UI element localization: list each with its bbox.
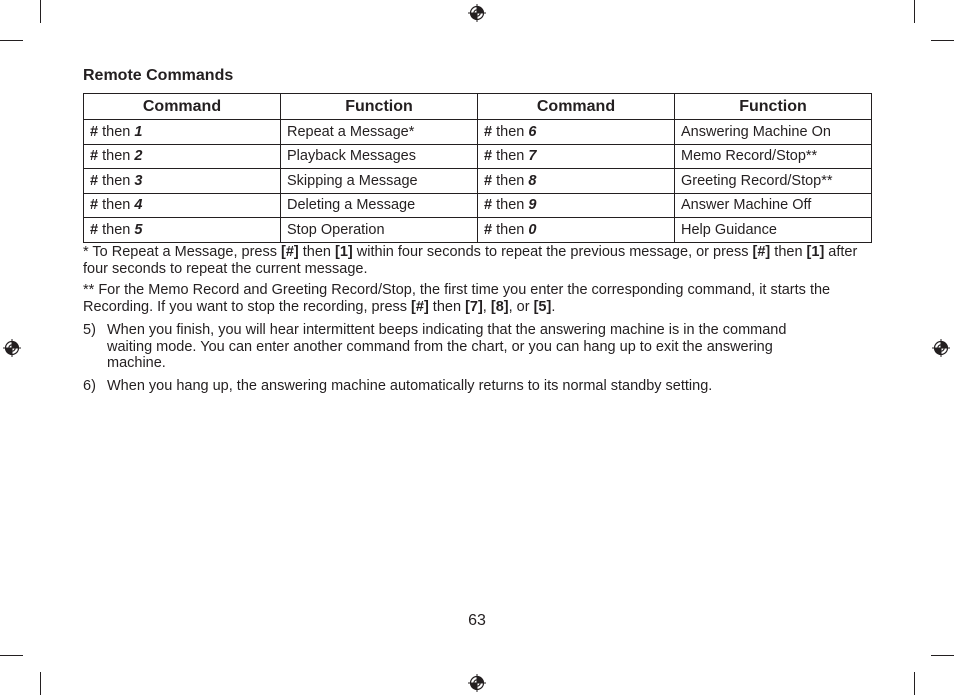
note-text: within four seconds to repeat the previous message, or press <box>352 244 753 260</box>
command-cell <box>478 218 675 243</box>
hash-key-label: # <box>90 221 99 238</box>
crop-mark <box>931 40 954 41</box>
command-cell <box>478 120 675 145</box>
step-text: When you hang up, the answering machine automatically returns to its normal standby setting. <box>107 378 713 394</box>
key-label: [#] <box>281 244 299 260</box>
table-row <box>84 169 872 194</box>
digit-key-label: 8 <box>528 172 537 189</box>
table-row <box>84 144 872 169</box>
crop-mark <box>914 672 915 695</box>
step-number: 5) <box>83 322 96 338</box>
digit-key-label: 1 <box>134 123 143 140</box>
note-text: * To Repeat a Message, press <box>83 244 282 260</box>
registration-mark-icon <box>468 674 486 692</box>
footnote-memo-greeting-record <box>83 282 873 316</box>
command-cell <box>84 144 281 169</box>
key-label: [7] <box>465 299 483 315</box>
crop-mark <box>40 0 41 23</box>
hash-key-label: # <box>484 172 493 189</box>
column-header-command: Command <box>478 94 675 120</box>
key-label: [5] <box>533 299 552 315</box>
remote-commands-table <box>83 93 872 243</box>
then-label: then <box>492 197 529 214</box>
digit-key-label: 4 <box>134 197 143 214</box>
command-cell <box>84 169 281 194</box>
table-row <box>84 218 872 243</box>
hash-key-label: # <box>90 172 99 189</box>
digit-key-label: 6 <box>528 123 537 140</box>
note-text: then <box>770 244 807 260</box>
then-label: then <box>98 172 135 189</box>
function-cell: Help Guidance <box>675 218 872 243</box>
step-item <box>83 378 823 395</box>
hash-key-label: # <box>484 123 493 140</box>
key-label: [1] <box>806 244 825 260</box>
key-label: [#] <box>411 299 429 315</box>
table-row <box>84 120 872 145</box>
table-header-row <box>84 94 872 120</box>
table-row <box>84 193 872 218</box>
digit-key-label: 7 <box>528 148 537 165</box>
function-cell: Greeting Record/Stop** <box>675 169 872 194</box>
registration-mark-icon <box>932 339 950 357</box>
crop-mark <box>40 672 41 695</box>
then-label: then <box>492 148 529 165</box>
crop-mark <box>0 655 23 656</box>
then-label: then <box>492 172 529 189</box>
crop-mark <box>931 655 954 656</box>
column-header-command: Command <box>84 94 281 120</box>
column-header-function: Function <box>281 94 478 120</box>
crop-mark <box>0 40 23 41</box>
digit-key-label: 2 <box>134 148 143 165</box>
function-cell: Answering Machine On <box>675 120 872 145</box>
hash-key-label: # <box>90 148 99 165</box>
digit-key-label: 0 <box>528 221 537 238</box>
command-cell <box>478 169 675 194</box>
function-cell: Memo Record/Stop** <box>675 144 872 169</box>
digit-key-label: 9 <box>528 197 537 214</box>
note-text: then <box>298 244 336 260</box>
function-cell: Deleting a Message <box>281 193 478 218</box>
then-label: then <box>98 221 135 238</box>
then-label: then <box>98 123 135 140</box>
step-number: 6) <box>83 378 96 394</box>
note-text: , or <box>508 299 534 315</box>
key-label: [8] <box>490 299 509 315</box>
step-text: When you finish, you will hear intermittent beeps indicating that the answering machine is in the command waiting mode. You can enter another command from the chart, or you can hang up to exit the answering machine. <box>107 322 787 371</box>
page-number: 63 <box>468 612 486 629</box>
then-label: then <box>98 148 135 165</box>
then-label: then <box>492 221 529 238</box>
hash-key-label: # <box>484 148 493 165</box>
step-item <box>83 322 823 372</box>
command-cell <box>478 144 675 169</box>
note-text: then <box>428 299 466 315</box>
note-text: . <box>551 299 556 315</box>
function-cell: Repeat a Message* <box>281 120 478 145</box>
command-cell <box>478 193 675 218</box>
hash-key-label: # <box>484 197 493 214</box>
crop-mark <box>914 0 915 23</box>
registration-mark-icon <box>3 339 21 357</box>
column-header-function: Function <box>675 94 872 120</box>
hash-key-label: # <box>484 221 493 238</box>
then-label: then <box>492 123 529 140</box>
footnote-repeat-message <box>83 244 873 278</box>
command-cell <box>84 120 281 145</box>
note-text: ** For the Memo Record and Greeting Record/Stop, the first time you enter the corresponding command, it starts the Recording. If you want to stop the recording, press <box>83 282 831 315</box>
digit-key-label: 5 <box>134 221 143 238</box>
key-label: [1] <box>335 244 353 260</box>
function-cell: Skipping a Message <box>281 169 478 194</box>
function-cell: Answer Machine Off <box>675 193 872 218</box>
command-cell <box>84 218 281 243</box>
then-label: then <box>98 197 135 214</box>
note-text: after four seconds to repeat the current message. <box>83 244 858 277</box>
digit-key-label: 3 <box>134 172 143 189</box>
function-cell: Playback Messages <box>281 144 478 169</box>
key-label: [#] <box>752 244 771 260</box>
note-text: , <box>482 299 491 315</box>
command-cell <box>84 193 281 218</box>
registration-mark-icon <box>468 4 486 22</box>
hash-key-label: # <box>90 197 99 214</box>
function-cell: Stop Operation <box>281 218 478 243</box>
section-title: Remote Commands <box>83 67 234 84</box>
hash-key-label: # <box>90 123 99 140</box>
